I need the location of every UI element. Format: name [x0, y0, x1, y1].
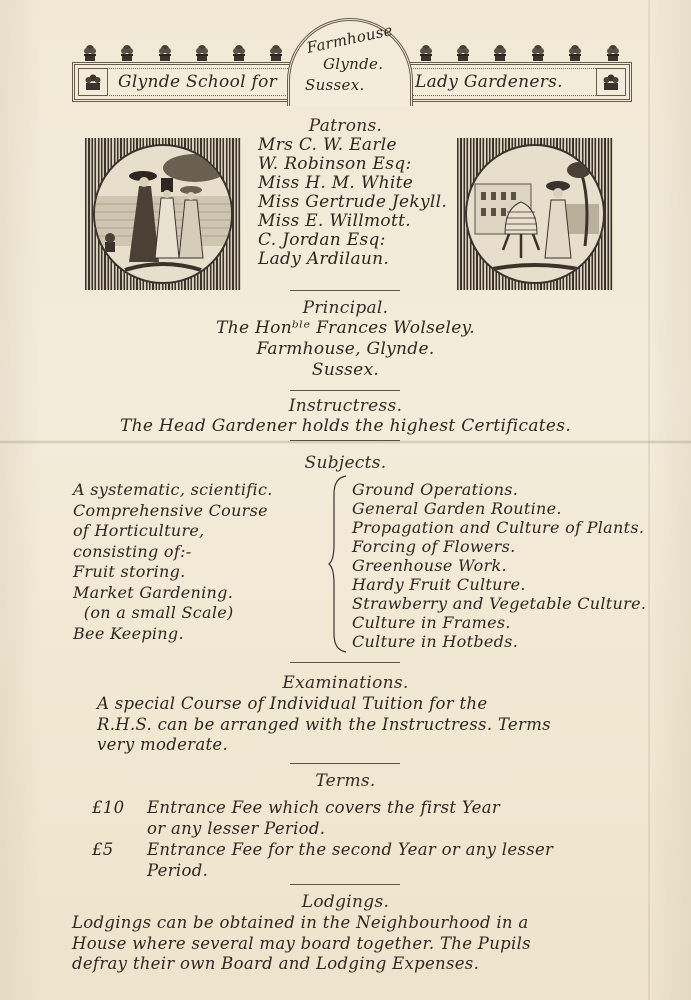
subject-item: Comprehensive Course — [73, 500, 268, 520]
subjects-section — [0, 453, 691, 473]
patrons-list — [258, 136, 447, 269]
subjects-heading: Subjects. — [304, 453, 387, 473]
principal-address: Farmhouse, Glynde. — [256, 339, 435, 359]
subject-item: of Horticulture, — [73, 521, 205, 540]
engraving-lady-with-beehive — [457, 138, 613, 290]
subjects-summary-list — [73, 480, 273, 644]
potted-plant-icon — [605, 44, 621, 62]
patrons-heading: Patrons. — [308, 116, 383, 136]
potted-plant-icon — [157, 44, 173, 62]
section-divider — [290, 390, 400, 391]
fee-description: Entrance Fee for the second Year or any lesser — [147, 840, 554, 859]
subject-item: Greenhouse Work. — [352, 556, 507, 575]
patrons-section — [0, 116, 691, 136]
banner-end-left — [78, 68, 108, 96]
instructress-heading: Instructress. — [288, 396, 403, 416]
beehive-illustration — [467, 146, 603, 282]
section-divider — [290, 440, 400, 441]
subject-item: consisting of:- — [73, 541, 192, 561]
lodgings-line: defray their own Board and Lodging Expenses. — [72, 954, 480, 973]
subject-item: Propagation and Culture of Plants. — [352, 518, 645, 537]
patron-name: Miss E. Willmott. — [258, 211, 411, 231]
subject-item: Forcing of Flowers. — [352, 537, 516, 556]
patron-name: Miss H. M. White — [258, 173, 414, 193]
ladies-garden-illustration — [95, 146, 231, 282]
section-divider — [290, 662, 400, 663]
instructress-section — [0, 396, 691, 437]
principal-name: The Honᵇˡᵉ Frances Wolseley. — [216, 318, 475, 338]
arch-line-sussex: Sussex. — [305, 76, 365, 94]
principal-county: Sussex. — [311, 360, 380, 380]
potted-plant-icon — [82, 44, 98, 62]
terms-item — [92, 798, 500, 839]
subject-item: Strawberry and Vegetable Culture. — [352, 594, 647, 613]
header-title-left: Glynde School for — [118, 72, 278, 92]
potted-plant-icon — [119, 44, 135, 62]
principal-heading: Principal. — [302, 298, 389, 318]
subjects-detail-list — [352, 480, 646, 651]
curly-brace-icon — [328, 474, 348, 654]
subject-item: Market Gardening. — [73, 582, 234, 602]
section-divider — [290, 884, 400, 885]
potted-plant-icon — [492, 44, 508, 62]
subject-item: Ground Operations. — [352, 480, 519, 499]
patron-name: Miss Gertrude Jekyll. — [258, 192, 448, 212]
subject-item: Fruit storing. — [73, 562, 186, 581]
potted-plant-icon — [455, 44, 471, 62]
subject-item: General Garden Routine. — [352, 499, 562, 518]
flower-basket-icon — [83, 72, 103, 92]
patron-name: W. Robinson Esq: — [258, 154, 412, 174]
subject-item: Culture in Frames. — [352, 613, 511, 632]
examinations-text — [97, 694, 551, 756]
fee-description: Entrance Fee which covers the first Year — [147, 798, 501, 817]
subject-item: A systematic, scientific. — [73, 480, 273, 499]
principal-section — [0, 298, 691, 381]
subject-item: (on a small Scale) — [73, 603, 234, 622]
instructress-text: The Head Gardener holds the highest Certificates. — [119, 416, 572, 436]
fee-description: Period. — [147, 860, 209, 880]
section-divider — [290, 290, 400, 291]
patron-name: Lady Ardilaun. — [258, 249, 390, 269]
examinations-section — [0, 673, 691, 693]
lodgings-line: House where several may board together. The Pupils — [72, 933, 531, 953]
terms-heading: Terms. — [315, 771, 376, 791]
arch-line-glynde: Glynde. — [323, 55, 384, 73]
patron-name: Mrs C. W. Earle — [258, 135, 397, 155]
flower-basket-icon — [601, 72, 621, 92]
examinations-line: very moderate. — [97, 735, 229, 754]
potted-plant-icon — [567, 44, 583, 62]
engraving-ladies-in-garden — [85, 138, 241, 290]
examinations-line: R.H.S. can be arranged with the Instructress. Terms — [97, 714, 551, 734]
fee-amount: £10 — [92, 798, 125, 817]
lodgings-section — [0, 892, 691, 912]
section-divider — [290, 763, 400, 764]
banner-end-right — [596, 68, 626, 96]
terms-section — [0, 771, 691, 791]
subject-item: Hardy Fruit Culture. — [352, 575, 526, 594]
potted-plant-icon — [231, 44, 247, 62]
examinations-line: A special Course of Individual Tuition for the — [97, 694, 488, 713]
potted-plant-icon — [418, 44, 434, 62]
paper-fold-vertical — [648, 0, 650, 1000]
lodgings-line: Lodgings can be obtained in the Neighbourhood in a — [72, 913, 529, 932]
header-title-right: Lady Gardeners. — [415, 72, 563, 92]
subject-item: Culture in Hotbeds. — [352, 632, 519, 651]
potted-plant-icon — [194, 44, 210, 62]
examinations-heading: Examinations. — [282, 673, 409, 693]
patron-name: C. Jordan Esq: — [258, 230, 386, 250]
terms-item — [92, 840, 553, 881]
lodgings-text — [72, 913, 531, 975]
fee-description: or any lesser Period. — [147, 818, 326, 838]
fee-amount: £5 — [92, 840, 114, 859]
arch-line-farmhouse: Farmhouse — [305, 21, 395, 57]
potted-plant-icon — [268, 44, 284, 62]
lodgings-heading: Lodgings. — [301, 892, 390, 912]
potted-plant-icon — [530, 44, 546, 62]
subject-item: Bee Keeping. — [73, 623, 184, 643]
